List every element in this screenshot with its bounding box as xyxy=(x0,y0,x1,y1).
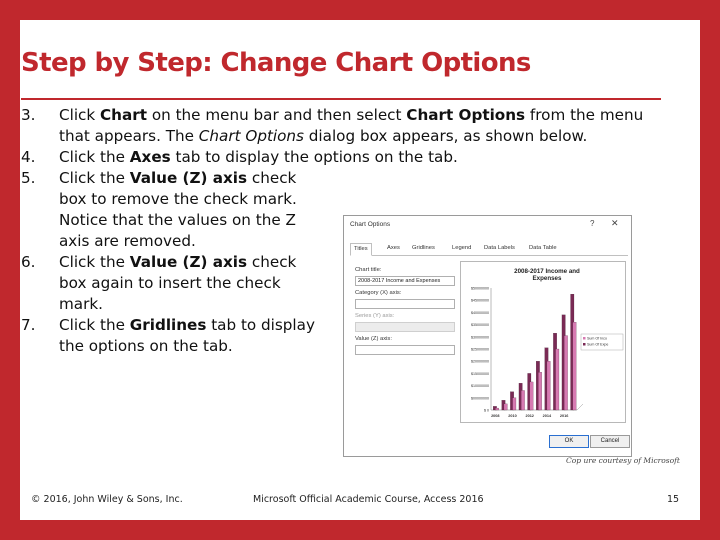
footer-page-number: 15 xyxy=(667,494,680,505)
x-tick-label: 2008 xyxy=(491,414,500,418)
y-tick-label: $35000000 xyxy=(471,323,489,328)
bar-sum-of-inco xyxy=(495,408,498,410)
tab-data-labels[interactable]: Data Labels xyxy=(484,245,515,251)
bar-sum-of-inco xyxy=(530,382,533,410)
depth-axis-line xyxy=(577,404,583,410)
footer-course: Microsoft Official Academic Course, Access 2016 xyxy=(253,494,484,505)
step-text: Click the Value (Z) axis check box to remove the check mark. Notice that the values on the Z axis are removed. xyxy=(59,169,297,250)
step-3 xyxy=(21,105,661,147)
legend-entry: Sum Of Inco xyxy=(587,336,607,341)
value-axis-label: Value (Z) axis: xyxy=(355,336,392,342)
cancel-button[interactable]: Cancel xyxy=(590,435,630,448)
chart-options-dialog xyxy=(343,215,632,457)
y-tick-label: $15000000 xyxy=(471,371,489,376)
tab-data-table[interactable]: Data Table xyxy=(529,245,557,251)
bar-sum-of-inco xyxy=(538,372,541,410)
dialog-title: Chart Options xyxy=(350,221,391,228)
category-axis-input[interactable] xyxy=(355,299,455,309)
tab-legend[interactable]: Legend xyxy=(452,245,472,251)
chart-svg xyxy=(461,262,625,422)
help-icon[interactable]: ? xyxy=(590,219,595,228)
bar-sum-of-inco xyxy=(564,336,567,410)
series-axis-label: Series (Y) axis: xyxy=(355,313,395,319)
y-tick-label: $25000000 xyxy=(471,347,489,352)
y-tick-label: $50000000 xyxy=(471,286,489,291)
step-number: 5. xyxy=(21,169,36,187)
chart-title-label: Chart title: xyxy=(355,267,382,273)
tab-titles[interactable]: Titles xyxy=(350,243,372,256)
legend-entry: Sum Of Expe xyxy=(587,342,609,347)
tab-axes[interactable]: Axes xyxy=(387,245,400,251)
step-4 xyxy=(21,147,661,168)
chart-preview xyxy=(460,261,626,423)
bar-sum-of-inco xyxy=(556,349,559,410)
x-tick-label: 2016 xyxy=(559,414,569,418)
dialog-tabs xyxy=(350,243,628,256)
y-tick-label: $30000000 xyxy=(471,335,489,340)
bar-sum-of-inco xyxy=(513,398,516,410)
chart-title: 2008-2017 Income and Expenses xyxy=(514,268,580,282)
footer-copyright: © 2016, John Wiley & Sons, Inc. xyxy=(31,494,183,505)
step-number: 3. xyxy=(21,106,36,124)
bar-sum-of-inco xyxy=(547,361,550,410)
chart-title-input[interactable]: 2008-2017 Income and Expenses xyxy=(355,276,455,286)
ok-button[interactable]: OK xyxy=(549,435,589,448)
bar-sum-of-inco xyxy=(521,390,524,410)
x-tick-label: 2014 xyxy=(542,414,552,418)
y-tick-label: $45000000 xyxy=(471,298,489,303)
bar-sum-of-inco xyxy=(573,322,576,410)
y-tick-label: $20000000 xyxy=(471,359,489,364)
value-axis-input[interactable] xyxy=(355,345,455,355)
bar-sum-of-inco xyxy=(504,404,507,410)
image-credit: Cop ure courtesy of Microsoft xyxy=(566,456,680,465)
close-icon[interactable]: ✕ xyxy=(611,218,619,228)
step-text: Click the Axes tab to display the options on the tab. xyxy=(59,148,458,166)
legend-swatch xyxy=(583,337,586,340)
series-axis-input xyxy=(355,322,455,332)
title-rule xyxy=(21,98,661,100)
step-text: Click the Gridlines tab to display the options on the tab. xyxy=(59,316,315,355)
step-number: 4. xyxy=(21,148,36,166)
x-tick-label: 2010 xyxy=(508,414,517,418)
step-text: Click the Value (Z) axis check box again to insert the check mark. xyxy=(59,253,297,313)
x-tick-label: 2012 xyxy=(525,414,534,418)
step-text: Click Chart on the menu bar and then select Chart Options from the menu that appears. The Chart Options dialog box appears, as shown below. xyxy=(59,106,644,145)
y-tick-label: $ 0 xyxy=(484,408,489,413)
legend-swatch xyxy=(583,343,586,346)
tab-gridlines[interactable]: Gridlines xyxy=(412,245,435,251)
y-tick-label: $40000000 xyxy=(471,310,489,315)
y-tick-label: $00000000 xyxy=(471,396,489,401)
slide-title: Step by Step: Change Chart Options xyxy=(21,48,531,78)
step-number: 6. xyxy=(21,253,36,271)
y-tick-label: $10000000 xyxy=(471,384,489,389)
category-axis-label: Category (X) axis: xyxy=(355,290,402,296)
step-number: 7. xyxy=(21,316,36,334)
